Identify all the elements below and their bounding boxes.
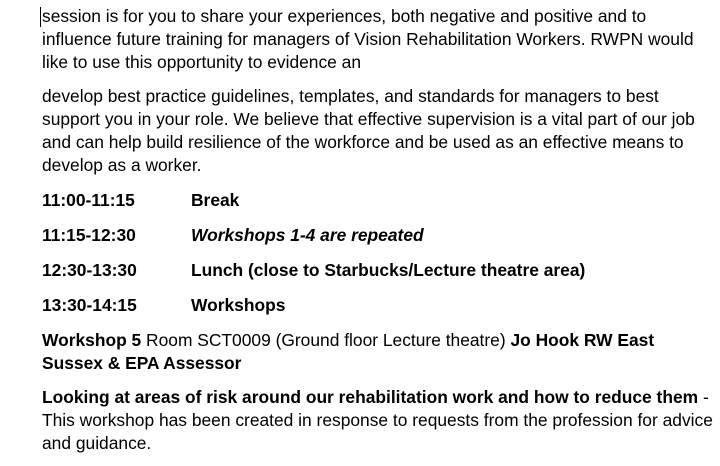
schedule-time: 11:00-11:15	[42, 190, 135, 210]
schedule-row-workshops	[42, 294, 714, 317]
schedule-item: Workshops 1-4 are repeated	[191, 225, 424, 245]
document-page	[42, 5, 714, 455]
paragraph-session-intro: session is for you to share your experiences, both negative and positive and to influence future training for managers of Vision Rehabilitation Workers. RWPN would like to use this opportunity to evidence an	[42, 6, 694, 72]
schedule-time: 11:15-12:30	[42, 225, 136, 245]
schedule-item: Workshops	[191, 295, 286, 315]
schedule-row-lunch	[42, 259, 714, 282]
workshop5-label: Workshop 5	[42, 330, 142, 350]
schedule-item: Lunch (close to Starbucks/Lecture theatre area)	[191, 260, 586, 280]
schedule-time: 12:30-13:30	[42, 260, 137, 280]
workshop5-text: - This workshop has been created in response to requests from the profession for advice and guidance.	[42, 387, 713, 453]
workshop5-room: Room SCT0009 (Ground floor Lecture theatre)	[141, 330, 511, 350]
text-cursor	[40, 7, 41, 27]
schedule-row-workshops-repeated	[42, 224, 714, 247]
workshop5-description	[42, 386, 714, 455]
schedule-item: Break	[191, 190, 240, 210]
schedule-row-break	[42, 189, 714, 212]
workshop5-title: Looking at areas of risk around our rehabilitation work and how to reduce them	[42, 387, 699, 407]
paragraph-supervision: develop best practice guidelines, templates, and standards for managers to best support you in your role. We believe that effective supervision is a vital part of our job and can help build resilience of the workforce and be used as an effective means to develop as a worker.	[42, 86, 695, 175]
schedule-time: 13:30-14:15	[42, 295, 137, 315]
workshop5-presenter: Jo Hook RW East Sussex & EPA Assessor	[42, 330, 655, 373]
workshop5-heading	[42, 329, 714, 375]
